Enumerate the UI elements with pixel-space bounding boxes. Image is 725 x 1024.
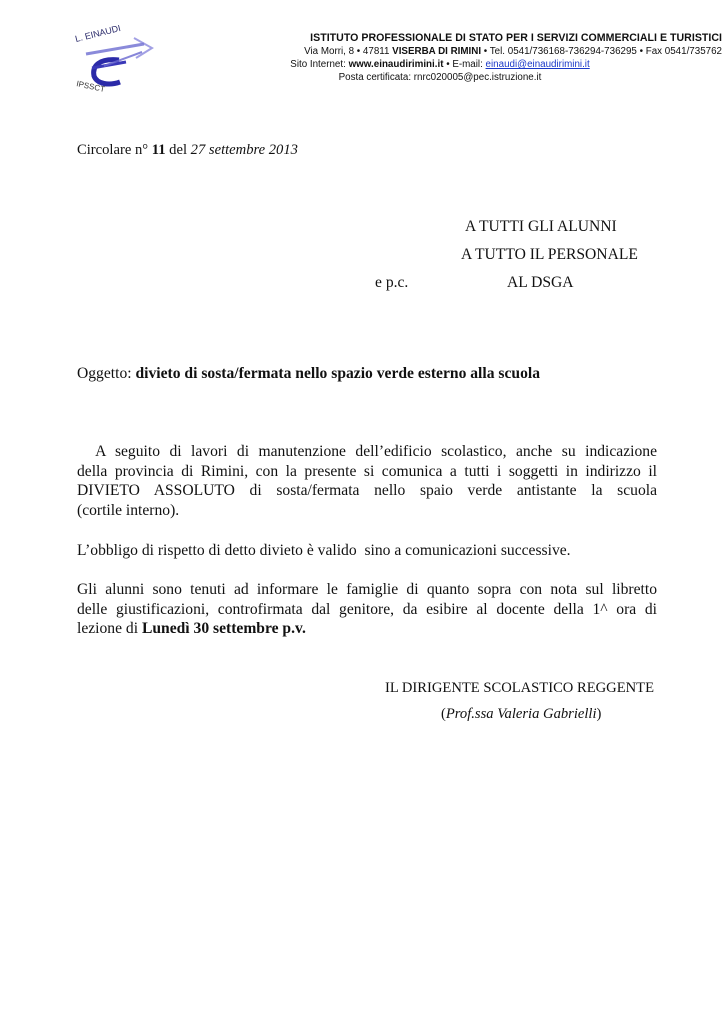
circular-prefix: Circolare n° [77,142,152,158]
recipient-dsga: AL DSGA [507,274,574,291]
website-label: Sito Internet: [290,59,349,70]
circular-mid: del [165,142,191,158]
paragraph-line: Gli alunni sono tenuti ad informare le famiglie di quanto sopra con nota sul libretto [77,581,657,598]
website-link[interactable]: www.einaudirimini.it [348,59,444,70]
institute-name: ISTITUTO PROFESSIONALE DI STATO PER I SERVIZI COMMERCIALI E TURISTICI [310,32,722,44]
signatory-name [441,706,601,723]
name-close-paren: ) [596,706,602,722]
pec-address: Posta certificata: rnrc020005@pec.istruzione.it [338,72,542,83]
lesson-date: Lunedì 30 settembre p.v. [141,620,306,638]
svg-text:L. EINAUDI: L. EINAUDI [74,22,122,44]
paragraph-line [77,619,657,639]
svg-text:IPSSCT: IPSSCT [75,79,106,94]
address-city: VISERBA DI RIMINI [392,46,482,57]
paragraph-line: della provincia di Rimini, con la presente si comunica a tutti i soggetti in indirizzo il [77,462,657,480]
institute-address [304,46,722,57]
institute-contacts [0,59,725,70]
subject-text: divieto di sosta/fermata nello spazio verde esterno alla scuola [135,365,541,382]
address-phone-fax: • Tel. 0541/736168-736294-736295 • Fax 0541/735762 [481,46,722,57]
paragraph-line: DIVIETO ASSOLUTO di sosta/fermata nello spaio verde antistante la scuola [77,482,657,500]
circular-reference [77,142,298,159]
subject-label: Oggetto: [77,365,136,382]
paragraph-line: delle giustificazioni, controfirmata dal genitore, da esibire al docente della 1^ ora di [77,600,657,618]
body-paragraph-1 [77,442,657,520]
signatory-title: IL DIRIGENTE SCOLASTICO REGGENTE [385,680,655,696]
recipient-students: A TUTTI GLI ALUNNI [465,218,617,235]
circular-number: 11 [151,142,166,158]
body-paragraph-2 [77,541,657,561]
address-street: Via Morri, 8 • 47811 [304,46,393,57]
paragraph-line: A seguito di lavori di manutenzione dell’edificio scolastico, anche su indicazione [77,443,657,460]
circular-date: 27 settembre 2013 [190,142,298,158]
name-open-paren: ( [441,706,446,722]
body-paragraph-3 [77,580,657,639]
cc-label: e p.c. [375,274,409,291]
lesson-prefix: lezione di [77,620,142,638]
name-text: Prof.ssa Valeria Gabrielli [445,706,597,722]
paragraph-line: L’obbligo di rispetto di detto divieto è valido sino a comunicazioni successive. [77,542,571,559]
email-link[interactable]: einaudi@einaudirimini.it [485,59,590,70]
email-label: • E-mail: [443,59,486,70]
subject-line [77,365,540,383]
recipient-staff: A TUTTO IL PERSONALE [461,246,638,263]
paragraph-line: (cortile interno). [77,501,180,519]
school-logo [64,22,160,94]
